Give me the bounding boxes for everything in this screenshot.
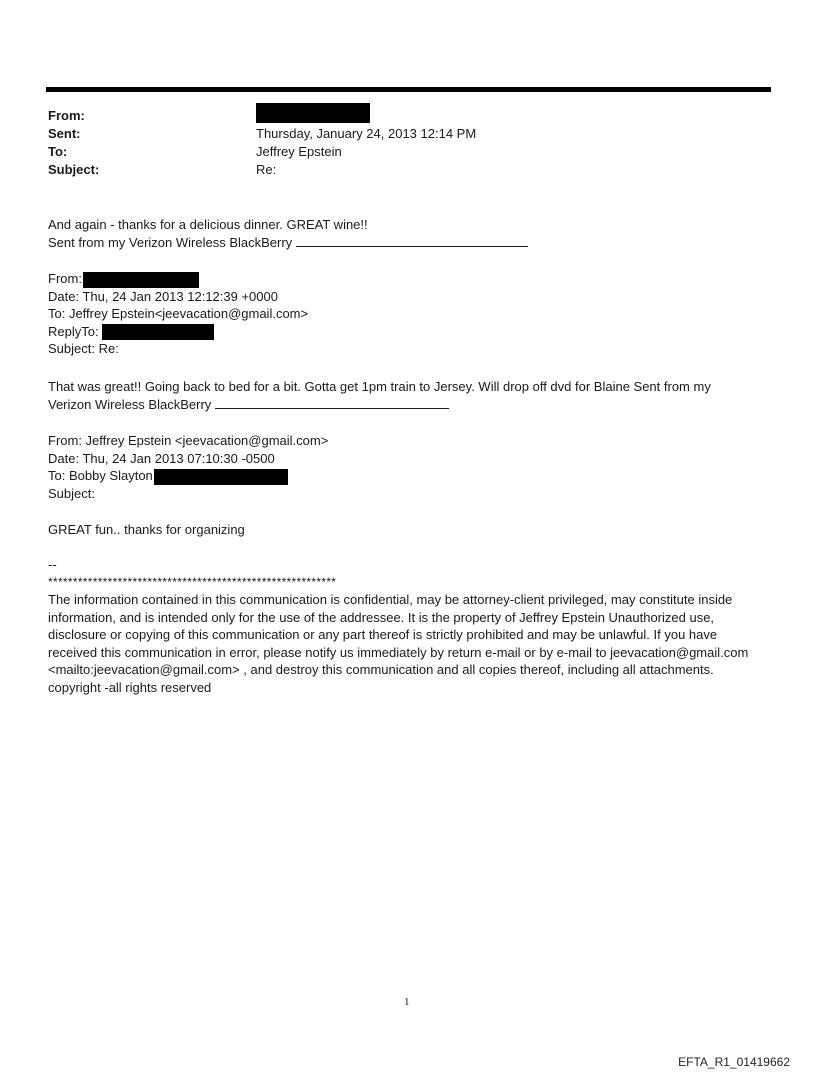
quoted2-from: From: Jeffrey Epstein <jeevacation@gmail.com>	[48, 433, 329, 448]
from-label: From:	[48, 108, 85, 123]
quoted2-date: Date: Thu, 24 Jan 2013 07:10:30 -0500	[48, 450, 275, 466]
separator-line-2	[215, 396, 449, 409]
signature-stars: **********************************************************	[48, 574, 337, 589]
quoted-header-1	[48, 270, 768, 358]
subject-label: Subject:	[48, 162, 100, 177]
to-value: Jeffrey Epstein	[256, 144, 342, 159]
header-rule	[46, 87, 771, 92]
quoted1-date: Date: Thu, 24 Jan 2013 12:12:39 +0000	[48, 288, 278, 304]
quoted2-subject: Subject:	[48, 485, 95, 501]
redaction-box-quoted2-to	[154, 469, 288, 485]
bates-number: EFTA_R1_01419662	[678, 1055, 790, 1069]
quoted1-from	[48, 270, 768, 288]
sent-label: Sent:	[48, 126, 81, 141]
email-signature	[48, 556, 768, 696]
quoted2-body	[48, 521, 768, 539]
quoted1-body-line-2	[48, 396, 768, 414]
signature-dashes: --	[48, 557, 57, 572]
quoted2-to	[48, 467, 768, 485]
quoted1-body	[48, 378, 768, 413]
quoted2-body-text: GREAT fun.. thanks for organizing	[48, 522, 245, 537]
disclaimer-text: The information contained in this communication is confidential, may be attorney-client privileged, may constitute inside information, and is intended only for the use of the addressee. It is the property of Jeffrey Epstein Unauthorized use, disclosure or copying of this communication or any part thereof is strictly prohibited and may be unlawful. If you have received this communication in error, please notify us immediately by return e-mail or by e-mail to jeevacation@gmail.com <mailto:jeevacation@gmail.com> , and destroy this communication and all copies thereof, including all attachments. copyright -all rights reserved	[48, 592, 749, 695]
quoted1-from-label: From:	[48, 271, 82, 286]
quoted1-subject: Subject: Re:	[48, 341, 119, 357]
to-label: To:	[48, 144, 68, 159]
message-line-2	[48, 234, 768, 252]
signature-text: Sent from my Verizon Wireless BlackBerry	[48, 234, 293, 250]
quoted1-to: To: Jeffrey Epstein<jeevacation@gmail.com>	[48, 306, 309, 322]
quoted1-body-line-1: That was great!! Going back to bed for a bit. Gotta get 1pm train to Jersey. Will drop off dvd for Blaine Sent from my	[48, 379, 711, 394]
quoted2-to-text: To: Bobby Slayton	[48, 468, 153, 483]
quoted1-replyto	[48, 323, 768, 341]
page-number: 1	[404, 996, 410, 1008]
separator-line	[296, 234, 528, 247]
quoted1-replyto-label: ReplyTo:	[48, 323, 99, 339]
redaction-box-quoted1-from	[83, 272, 199, 288]
redaction-box-replyto	[102, 324, 214, 340]
sent-value: Thursday, January 24, 2013 12:14 PM	[256, 126, 477, 141]
message-line-1: And again - thanks for a delicious dinner. GREAT wine!!	[48, 217, 368, 232]
quoted-header-2	[48, 432, 768, 502]
redaction-box-from	[256, 103, 370, 123]
quoted1-signature-text: Verizon Wireless BlackBerry	[48, 396, 212, 412]
subject-value: Re:	[256, 162, 277, 177]
message-body	[48, 216, 768, 251]
